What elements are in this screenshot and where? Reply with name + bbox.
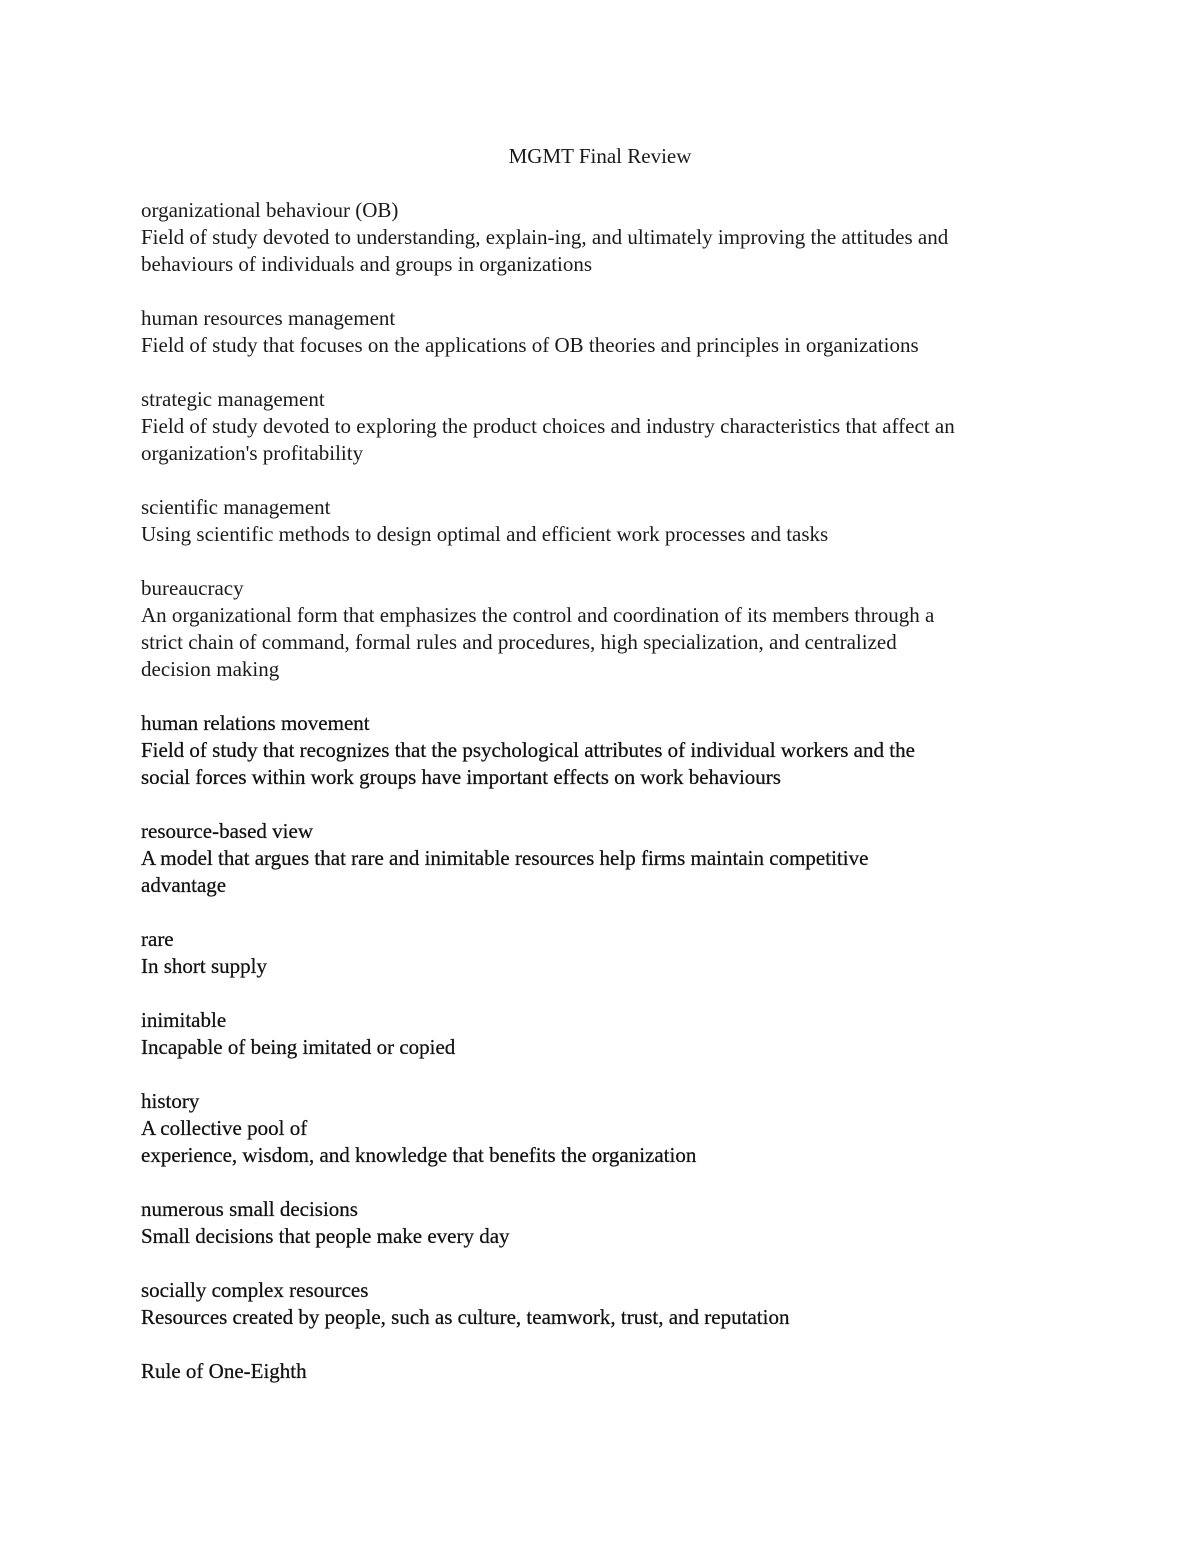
glossary-entry <box>141 1007 1071 1061</box>
glossary-definition <box>141 1304 1071 1331</box>
glossary-term: socially complex resources <box>141 1278 369 1302</box>
glossary-entry <box>141 1358 1071 1385</box>
glossary-entry <box>141 818 1071 899</box>
glossary-definition <box>141 332 1071 359</box>
definition-line: experience, wisdom, and knowledge that benefits the organization <box>141 1143 697 1167</box>
glossary-definition <box>141 953 1071 980</box>
definition-line: decision making <box>141 657 280 681</box>
glossary-term: Rule of One-Eighth <box>141 1359 307 1383</box>
glossary-entry <box>141 926 1071 980</box>
definition-line: Field of study devoted to understanding, explain-ing, and ultimately improving the attitudes and <box>141 225 949 249</box>
glossary-definition <box>141 1034 1071 1061</box>
definition-line: Incapable of being imitated or copied <box>141 1035 456 1059</box>
glossary-entry <box>141 710 1071 791</box>
definition-line: In short supply <box>141 954 267 978</box>
glossary-definition <box>141 224 1071 278</box>
definition-line: An organizational form that emphasizes the control and coordination of its members through a <box>141 603 935 627</box>
glossary-term: human resources management <box>141 306 396 330</box>
glossary-term: scientific management <box>141 495 331 519</box>
glossary-definition <box>141 845 1071 899</box>
glossary-entry <box>141 197 1071 278</box>
glossary-term: organizational behaviour (OB) <box>141 198 399 222</box>
definition-line: Using scientific methods to design optimal and efficient work processes and tasks <box>141 522 829 546</box>
glossary-term: rare <box>141 927 174 951</box>
definition-line: Resources created by people, such as culture, teamwork, trust, and reputation <box>141 1305 790 1329</box>
glossary-definition <box>141 521 1071 548</box>
glossary-entry <box>141 305 1071 359</box>
glossary-entry <box>141 1088 1071 1169</box>
glossary-term: inimitable <box>141 1008 227 1032</box>
glossary-entries <box>141 197 1071 1412</box>
glossary-entry <box>141 1196 1071 1250</box>
definition-line: Field of study devoted to exploring the product choices and industry characteristics that affect an <box>141 414 955 438</box>
glossary-entry <box>141 386 1071 467</box>
glossary-term: strategic management <box>141 387 325 411</box>
definition-line: Field of study that focuses on the applications of OB theories and principles in organizations <box>141 333 919 357</box>
glossary-definition <box>141 1223 1071 1250</box>
glossary-definition <box>141 413 1071 467</box>
definition-line: Field of study that recognizes that the psychological attributes of individual workers and the <box>141 738 915 762</box>
glossary-entry <box>141 575 1071 683</box>
glossary-definition <box>141 602 1071 683</box>
glossary-entry <box>141 1277 1071 1331</box>
definition-line: strict chain of command, formal rules and procedures, high specialization, and centralized <box>141 630 897 654</box>
glossary-term: human relations movement <box>141 711 370 735</box>
document-title: MGMT Final Review <box>508 144 692 168</box>
definition-line: organization's profitability <box>141 441 364 465</box>
glossary-term: history <box>141 1089 200 1113</box>
definition-line: social forces within work groups have important effects on work behaviours <box>141 765 781 789</box>
glossary-term: bureaucracy <box>141 576 244 600</box>
glossary-term: resource-based view <box>141 819 313 843</box>
definition-line: Small decisions that people make every day <box>141 1224 510 1248</box>
glossary-definition <box>141 1115 1071 1169</box>
definition-line: A model that argues that rare and inimitable resources help firms maintain competitive <box>141 846 869 870</box>
definition-line: advantage <box>141 873 227 897</box>
glossary-definition <box>141 737 1071 791</box>
definition-line: A collective pool of <box>141 1116 308 1140</box>
glossary-entry <box>141 494 1071 548</box>
glossary-term: numerous small decisions <box>141 1197 358 1221</box>
definition-line: behaviours of individuals and groups in organizations <box>141 252 593 276</box>
